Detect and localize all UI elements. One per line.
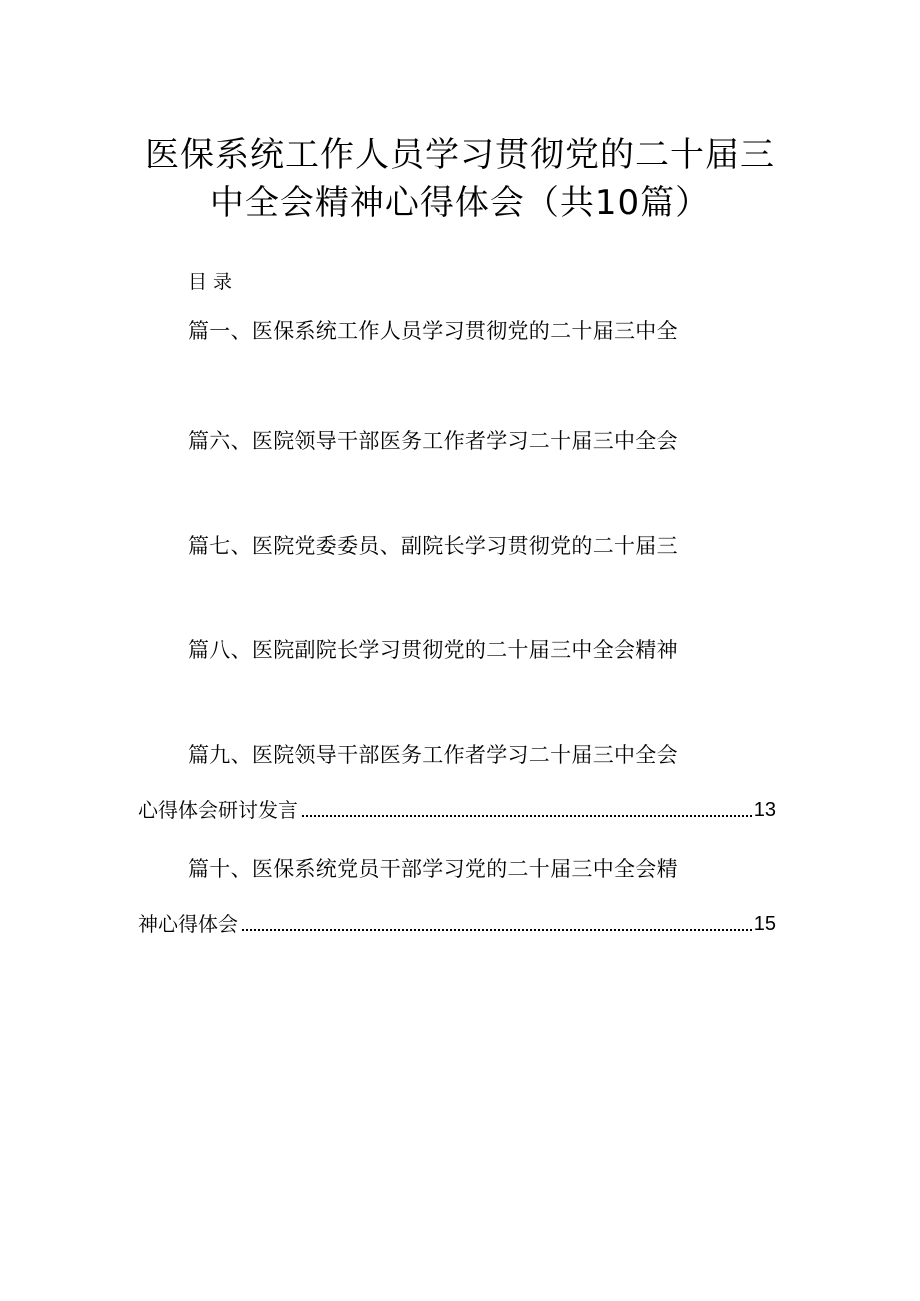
toc-dot-leader xyxy=(302,814,752,817)
toc-entry-10-page-number: 15 xyxy=(753,913,776,935)
document-title-line-1: 医保系统工作人员学习贯彻党的二十届三 xyxy=(145,135,775,175)
toc-entry-9[interactable]: 篇九、医院领导干部医务工作者学习二十届三中全会 xyxy=(188,743,678,767)
toc-entry-10-continuation[interactable] xyxy=(138,914,776,934)
toc-entry-10-continuation-text: 神心得体会 xyxy=(138,912,238,936)
toc-entry-9-continuation-text: 心得体会研讨发言 xyxy=(138,798,298,822)
toc-entry-6[interactable]: 篇六、医院领导干部医务工作者学习二十届三中全会 xyxy=(188,429,678,453)
toc-entry-1[interactable]: 篇一、医保系统工作人员学习贯彻党的二十届三中全 xyxy=(188,319,678,343)
toc-entry-9-page-number: 13 xyxy=(753,799,776,821)
toc-heading: 目录 xyxy=(188,271,239,293)
toc-entry-7[interactable]: 篇七、医院党委委员、副院长学习贯彻党的二十届三 xyxy=(188,534,678,558)
toc-dot-leader xyxy=(242,928,752,931)
toc-entry-10[interactable]: 篇十、医保系统党员干部学习党的二十届三中全会精 xyxy=(188,857,678,881)
toc-entry-9-continuation[interactable] xyxy=(138,800,776,820)
toc-entry-8[interactable]: 篇八、医院副院长学习贯彻党的二十届三中全会精神 xyxy=(188,638,678,662)
document-title-line-2: 中全会精神心得体会（共10篇） xyxy=(209,183,711,223)
